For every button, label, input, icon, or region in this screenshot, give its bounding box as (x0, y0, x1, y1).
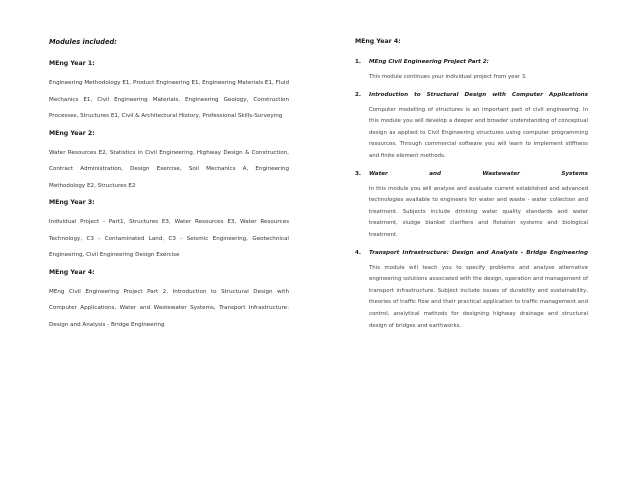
module-1-number: 1. (355, 59, 362, 65)
module-2-description: Computer modelling of structures is an important part of civil engineering. In this module you will develop a deeper and broader understanding of conceptual design as applied to Civil Engineering structures using computer programming resources. Through commercial software you will learn to implement stiffness and finite element methods. (369, 106, 588, 159)
module-2-title-text: Introduction to Structural Design with Computer Applications (369, 91, 588, 98)
year-1-heading: MEng Year 1: (49, 60, 95, 67)
year-4-detail-heading: MEng Year 4: (355, 38, 401, 45)
module-3-title (355, 171, 588, 177)
year-4-modules: MEng Civil Engineering Project Part 2, Introduction to Structural Design with Computer Applications, Water and Wastewater Systems, Transport Infrastructure: Design and Analysis - Bridge Engineering (49, 288, 289, 328)
year-2-heading: MEng Year 2: (49, 129, 95, 137)
module-2-number: 2. (355, 91, 362, 98)
module-1-description: This module continues your individual project from year 3. (369, 74, 527, 80)
year-1-modules: Engineering Methodology E1, Product Engineering E1, Engineering Materials E1, Fluid Mechanics E1, Civil Engineering Materials, Engineering Geology, Construction Processes, Structures E1, Civil & Architectural History, Professional Skills-Surveying (49, 80, 289, 119)
left-column (49, 38, 289, 338)
module-1-title (355, 59, 588, 65)
module-4-title (355, 250, 588, 256)
modules-heading: Modules included: (49, 38, 117, 46)
module-3-description: In this module you will analyse and evaluate current established and advanced technologies available to engineers for water and waste - water collection and treatment. Subjects include drinking water quality standards and water treatment, sludge blanket clarifiers and flotation systems and biological treatment. (369, 185, 588, 238)
module-2-title (355, 92, 588, 98)
right-column (355, 38, 588, 340)
module-4-title-text: Transport Infrastructure: Design and Analysis - Bridge Engineering (369, 249, 588, 256)
module-3-title-text: Water and Wastewater Systems (369, 170, 588, 177)
year-3-heading: MEng Year 3: (49, 199, 95, 206)
module-1-title-text: MEng Civil Engineering Project Part 2: (369, 59, 489, 65)
module-4-description: This module will teach you to specify problems and analyse alternative engineering solutions associated with the design, operation and management of transport infrastructure. Subject include issues of durability and sustainability, theories of traffic flow and their practical application to traffic management and control, analytical methods for designing highway drainage and structural design of bridges and earthworks. (369, 264, 588, 329)
module-4-number: 4. (355, 249, 362, 256)
year-2-modules: Water Resources E2, Statistics in Civil Engineering, Highway Design & Construction, Contract Administration, Design Exercise, Soil Mechanics A, Engineering Methodology E2, Structures E2 (49, 149, 289, 189)
module-3-number: 3. (355, 170, 362, 177)
year-4-heading: MEng Year 4: (49, 268, 95, 276)
year-3-modules: Individual Project - Part1, Structures E3, Water Resources E3, Water Resources Technology, C3 - Contaminated Land, C3 - Seismic Engineering, Geotechnical Engineering, Civil Engineering Design Exercise (49, 219, 289, 258)
